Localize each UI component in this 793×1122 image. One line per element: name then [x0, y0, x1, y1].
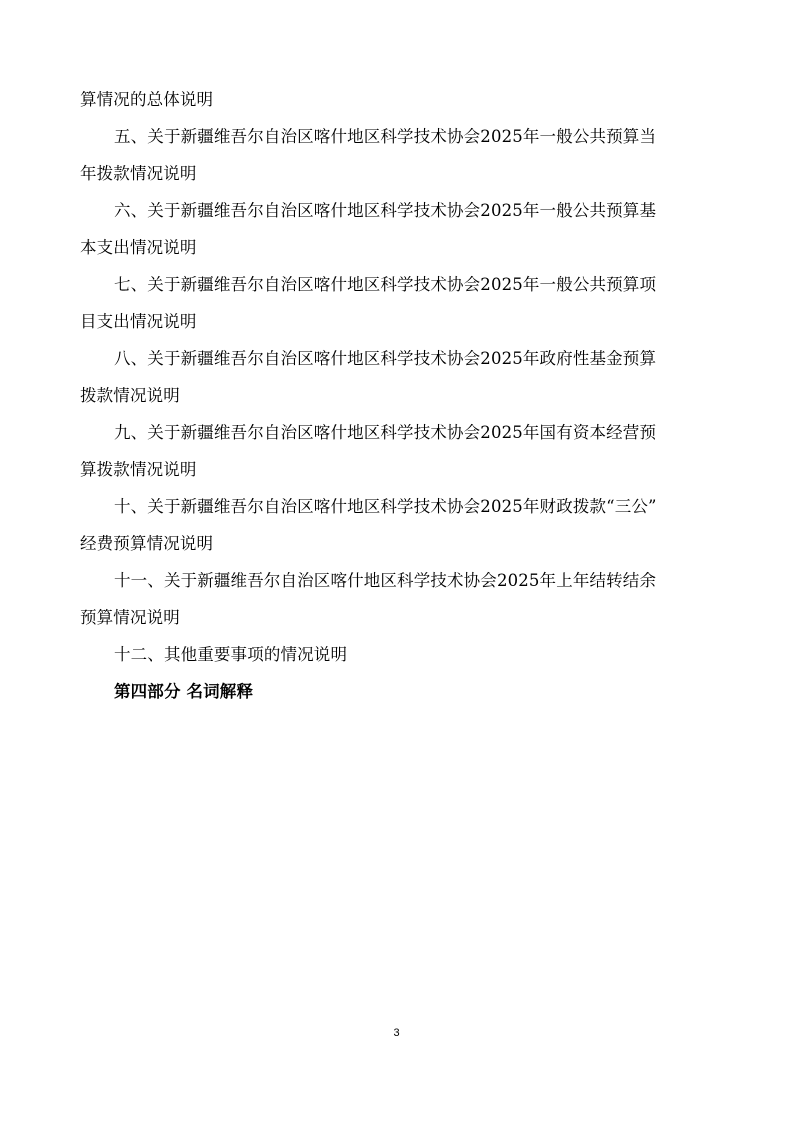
toc-item-5-continuation: 年拨款情况说明 — [80, 164, 197, 183]
toc-item-7-continuation: 目支出情况说明 — [80, 312, 197, 331]
page-number: 3 — [393, 1027, 400, 1039]
toc-item-5: 五、关于新疆维吾尔自治区喀什地区科学技术协会2025年一般公共预算当 — [114, 127, 657, 146]
toc-item-6-continuation: 本支出情况说明 — [80, 238, 197, 257]
toc-item-6: 六、关于新疆维吾尔自治区喀什地区科学技术协会2025年一般公共预算基 — [114, 201, 657, 220]
toc-item-11: 十一、关于新疆维吾尔自治区喀什地区科学技术协会2025年上年结转结余 — [114, 571, 657, 590]
toc-item-9-continuation: 算拨款情况说明 — [80, 460, 197, 479]
toc-item-8: 八、关于新疆维吾尔自治区喀什地区科学技术协会2025年政府性基金预算 — [114, 349, 657, 368]
toc-item-12: 十二、其他重要事项的情况说明 — [114, 645, 348, 664]
toc-item-11-continuation: 预算情况说明 — [80, 608, 180, 627]
toc-item-10-continuation: 经费预算情况说明 — [80, 534, 214, 553]
toc-item-7: 七、关于新疆维吾尔自治区喀什地区科学技术协会2025年一般公共预算项 — [114, 275, 657, 294]
toc-item-9: 九、关于新疆维吾尔自治区喀什地区科学技术协会2025年国有资本经营预 — [114, 423, 657, 442]
toc-item-8-continuation: 拨款情况说明 — [80, 386, 180, 405]
toc-item-10: 十、关于新疆维吾尔自治区喀什地区科学技术协会2025年财政拨款“三公” — [114, 497, 657, 516]
toc-line-continuation: 算情况的总体说明 — [80, 90, 214, 109]
section-heading: 第四部分 名词解释 — [114, 682, 254, 701]
